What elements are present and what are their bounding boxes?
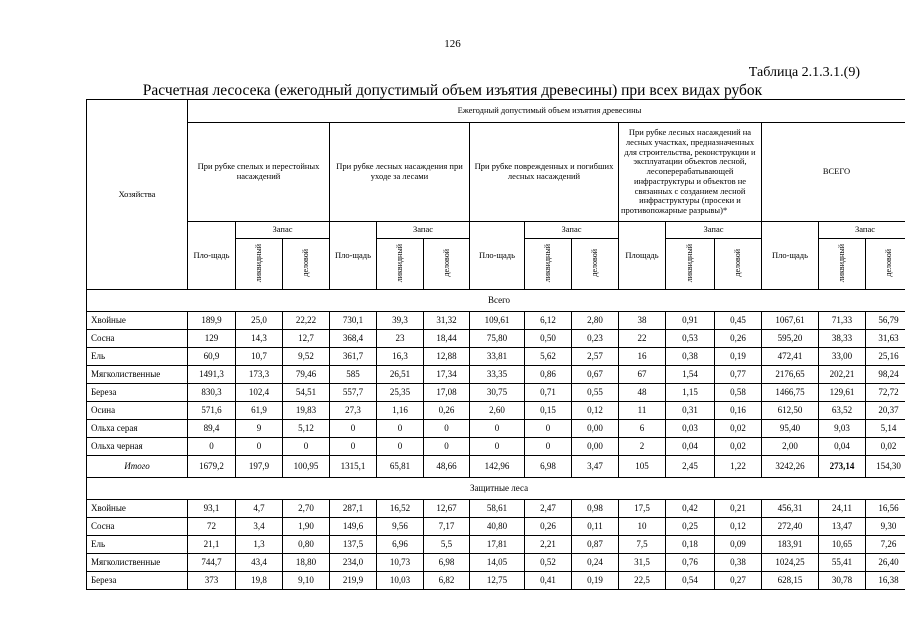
row-value: 730,1 — [330, 312, 377, 330]
row-value: 129,61 — [819, 384, 866, 402]
row-value: 23 — [377, 330, 424, 348]
row-value: 25,35 — [377, 384, 424, 402]
row-value: 0,27 — [715, 572, 762, 590]
row-value: 1,3 — [236, 536, 283, 554]
row-value: 0,21 — [715, 500, 762, 518]
row-value: 71,33 — [819, 312, 866, 330]
row-value: 0,02 — [715, 420, 762, 438]
row-value: 1466,75 — [762, 384, 819, 402]
header-group-mature: При рубке спелых и перестойных насаждений — [188, 123, 330, 222]
row-value: 0,04 — [819, 438, 866, 456]
row-value: 154,30 — [866, 456, 905, 478]
row-value: 0,25 — [666, 518, 715, 536]
header-liquid: ликвидный — [377, 239, 424, 290]
table-row — [87, 330, 905, 348]
row-value: 12,7 — [283, 330, 330, 348]
row-value: 3242,26 — [762, 456, 819, 478]
row-value: 33,81 — [470, 348, 525, 366]
row-value: 0,67 — [572, 366, 619, 384]
row-value: 0 — [525, 438, 572, 456]
row-value: 1,22 — [715, 456, 762, 478]
row-value: 0 — [424, 438, 470, 456]
row-value: 612,50 — [762, 402, 819, 420]
row-value: 10,7 — [236, 348, 283, 366]
row-value: 0 — [188, 438, 236, 456]
row-value: 14,3 — [236, 330, 283, 348]
row-name: Сосна — [87, 330, 188, 348]
row-value: 16,52 — [377, 500, 424, 518]
row-value: 0 — [470, 420, 525, 438]
row-value: 9,56 — [377, 518, 424, 536]
row-value: 43,4 — [236, 554, 283, 572]
row-value: 0,04 — [666, 438, 715, 456]
harvest-table — [86, 99, 905, 590]
table-row — [87, 500, 905, 518]
row-value: 20,37 — [866, 402, 905, 420]
row-value: 1024,25 — [762, 554, 819, 572]
row-value: 10,65 — [819, 536, 866, 554]
row-value: 2 — [619, 438, 666, 456]
row-value: 27,3 — [330, 402, 377, 420]
header-stock: Запас — [819, 222, 905, 239]
row-value: 472,41 — [762, 348, 819, 366]
header-group-total: ВСЕГО — [762, 123, 905, 222]
row-value: 98,24 — [866, 366, 905, 384]
header-liquid: ликвидный — [236, 239, 283, 290]
row-value: 72,72 — [866, 384, 905, 402]
row-value: 0 — [283, 438, 330, 456]
header-liquid: ликвидный — [666, 239, 715, 290]
row-value: 0,38 — [715, 554, 762, 572]
header-farms: Хозяйства — [87, 100, 188, 290]
header-business: деловой — [866, 239, 905, 290]
row-value: 628,15 — [762, 572, 819, 590]
row-value: 19,83 — [283, 402, 330, 420]
row-value: 2,21 — [525, 536, 572, 554]
row-value: 9,52 — [283, 348, 330, 366]
row-name: Ольха черная — [87, 438, 188, 456]
header-stock: Запас — [666, 222, 762, 239]
row-name: Береза — [87, 572, 188, 590]
row-value: 0,31 — [666, 402, 715, 420]
row-value: 557,7 — [330, 384, 377, 402]
row-value: 95,40 — [762, 420, 819, 438]
row-value: 0,91 — [666, 312, 715, 330]
row-name: Ель — [87, 536, 188, 554]
row-value: 6,82 — [424, 572, 470, 590]
row-value: 9,10 — [283, 572, 330, 590]
row-name: Итого — [87, 456, 188, 478]
row-value: 7,26 — [866, 536, 905, 554]
row-name: Мягколиственные — [87, 554, 188, 572]
row-value: 5,12 — [283, 420, 330, 438]
row-value: 0,26 — [424, 402, 470, 420]
row-value: 17,34 — [424, 366, 470, 384]
table-row — [87, 402, 905, 420]
row-name: Хвойные — [87, 312, 188, 330]
row-value: 105 — [619, 456, 666, 478]
row-value: 22,5 — [619, 572, 666, 590]
header-stock: Запас — [525, 222, 619, 239]
row-value: 33,35 — [470, 366, 525, 384]
row-value: 183,91 — [762, 536, 819, 554]
row-value: 0,86 — [525, 366, 572, 384]
table-row — [87, 366, 905, 384]
row-value: 373 — [188, 572, 236, 590]
row-value: 595,20 — [762, 330, 819, 348]
row-value: 0,19 — [715, 348, 762, 366]
page-number: 126 — [444, 38, 461, 50]
row-value: 0,55 — [572, 384, 619, 402]
row-value: 2,00 — [762, 438, 819, 456]
row-value: 48,66 — [424, 456, 470, 478]
row-value: 202,21 — [819, 366, 866, 384]
row-value: 5,5 — [424, 536, 470, 554]
row-value: 10,73 — [377, 554, 424, 572]
row-value: 56,79 — [866, 312, 905, 330]
row-value: 12,75 — [470, 572, 525, 590]
row-name: Хвойные — [87, 500, 188, 518]
row-value: 0,18 — [666, 536, 715, 554]
row-value: 456,31 — [762, 500, 819, 518]
row-value: 1067,61 — [762, 312, 819, 330]
row-value: 7,5 — [619, 536, 666, 554]
row-value: 189,9 — [188, 312, 236, 330]
row-value: 65,81 — [377, 456, 424, 478]
row-value: 197,9 — [236, 456, 283, 478]
table-title: Расчетная лесосека (ежегодный допустимый объем изъятия древесины) при всех видах рубок — [142, 82, 763, 99]
row-value: 1679,2 — [188, 456, 236, 478]
row-value: 0,87 — [572, 536, 619, 554]
row-value: 1,90 — [283, 518, 330, 536]
table-row — [87, 438, 905, 456]
row-value: 12,88 — [424, 348, 470, 366]
row-value: 0,50 — [525, 330, 572, 348]
row-value: 0,52 — [525, 554, 572, 572]
row-value: 72 — [188, 518, 236, 536]
row-value: 0,45 — [715, 312, 762, 330]
row-value: 2,57 — [572, 348, 619, 366]
header-liquid: ликвидный — [819, 239, 866, 290]
row-value: 0,09 — [715, 536, 762, 554]
row-value: 142,96 — [470, 456, 525, 478]
row-value: 6,12 — [525, 312, 572, 330]
row-value: 6,98 — [525, 456, 572, 478]
row-value: 18,80 — [283, 554, 330, 572]
row-value: 0,00 — [572, 438, 619, 456]
row-value: 100,95 — [283, 456, 330, 478]
row-value: 89,4 — [188, 420, 236, 438]
row-value: 6,98 — [424, 554, 470, 572]
header-group-construction: При рубке лесных насаждений на лесных участках, предназначенных для строительства, реконструкции и эксплуатации объектов лесной, лесоперерабатывающей инфраструктуры и объектов не связанных с созданием лесной инфраструктуры (просеки и противопожарные разрывы)* — [619, 123, 762, 222]
row-value: 75,80 — [470, 330, 525, 348]
row-value: 0,19 — [572, 572, 619, 590]
row-value: 54,51 — [283, 384, 330, 402]
row-value: 129 — [188, 330, 236, 348]
row-value: 2,80 — [572, 312, 619, 330]
row-value: 9,03 — [819, 420, 866, 438]
table-row — [87, 554, 905, 572]
row-value: 137,5 — [330, 536, 377, 554]
row-value: 10 — [619, 518, 666, 536]
header-stock: Запас — [236, 222, 330, 239]
row-value: 30,75 — [470, 384, 525, 402]
row-value: 14,05 — [470, 554, 525, 572]
row-value: 10,03 — [377, 572, 424, 590]
row-value: 219,9 — [330, 572, 377, 590]
row-name: Мягколиственные — [87, 366, 188, 384]
row-name: Береза — [87, 384, 188, 402]
row-value: 55,41 — [819, 554, 866, 572]
header-area: Пло-щадь — [330, 222, 377, 290]
row-value: 109,61 — [470, 312, 525, 330]
row-value: 17,5 — [619, 500, 666, 518]
row-value: 31,32 — [424, 312, 470, 330]
row-name: Ольха серая — [87, 420, 188, 438]
row-value: 13,47 — [819, 518, 866, 536]
row-value: 7,17 — [424, 518, 470, 536]
row-value: 0,16 — [715, 402, 762, 420]
row-value: 0,54 — [666, 572, 715, 590]
row-value: 26,51 — [377, 366, 424, 384]
header-group-damaged: При рубке поврежденных и погибших лесных насаждений — [470, 123, 619, 222]
row-value: 585 — [330, 366, 377, 384]
row-value: 0,98 — [572, 500, 619, 518]
row-value: 2176,65 — [762, 366, 819, 384]
row-value: 9 — [236, 420, 283, 438]
row-value: 30,78 — [819, 572, 866, 590]
row-value: 0 — [470, 438, 525, 456]
row-value: 25,16 — [866, 348, 905, 366]
row-value: 272,40 — [762, 518, 819, 536]
row-value: 1315,1 — [330, 456, 377, 478]
row-value: 0,53 — [666, 330, 715, 348]
row-value: 0 — [377, 420, 424, 438]
header-area: Площадь — [619, 222, 666, 290]
row-value: 26,40 — [866, 554, 905, 572]
row-value: 0,12 — [572, 402, 619, 420]
row-value: 61,9 — [236, 402, 283, 420]
header-area: Пло-щадь — [188, 222, 236, 290]
row-value: 0,76 — [666, 554, 715, 572]
row-value: 0,02 — [715, 438, 762, 456]
row-value: 12,67 — [424, 500, 470, 518]
row-value: 102,4 — [236, 384, 283, 402]
section-title: Защитные леса — [87, 478, 905, 500]
header-business: деловой — [572, 239, 619, 290]
row-value: 830,3 — [188, 384, 236, 402]
row-value: 21,1 — [188, 536, 236, 554]
header-area: Пло-щадь — [470, 222, 525, 290]
header-business: деловой — [715, 239, 762, 290]
row-value: 38,33 — [819, 330, 866, 348]
row-value: 0,15 — [525, 402, 572, 420]
row-value: 361,7 — [330, 348, 377, 366]
row-value: 4,7 — [236, 500, 283, 518]
row-value: 0,24 — [572, 554, 619, 572]
row-value: 0 — [330, 420, 377, 438]
row-value: 93,1 — [188, 500, 236, 518]
row-value: 273,14 — [819, 456, 866, 478]
row-value: 1,15 — [666, 384, 715, 402]
row-value: 17,08 — [424, 384, 470, 402]
row-value: 16,38 — [866, 572, 905, 590]
row-value: 9,30 — [866, 518, 905, 536]
row-name: Ель — [87, 348, 188, 366]
row-value: 31,5 — [619, 554, 666, 572]
row-value: 0,03 — [666, 420, 715, 438]
row-value: 0,26 — [715, 330, 762, 348]
row-value: 2,47 — [525, 500, 572, 518]
row-value: 16,3 — [377, 348, 424, 366]
row-value: 0,38 — [666, 348, 715, 366]
header-liquid: ликвидный — [525, 239, 572, 290]
row-value: 0,71 — [525, 384, 572, 402]
row-value: 60,9 — [188, 348, 236, 366]
header-stock: Запас — [377, 222, 470, 239]
row-value: 149,6 — [330, 518, 377, 536]
table-row — [87, 384, 905, 402]
row-value: 0,23 — [572, 330, 619, 348]
row-value: 0,77 — [715, 366, 762, 384]
row-value: 63,52 — [819, 402, 866, 420]
row-value: 173,3 — [236, 366, 283, 384]
row-value: 2,60 — [470, 402, 525, 420]
row-value: 39,3 — [377, 312, 424, 330]
row-value: 5,62 — [525, 348, 572, 366]
row-value: 0 — [236, 438, 283, 456]
row-value: 0,12 — [715, 518, 762, 536]
row-value: 571,6 — [188, 402, 236, 420]
row-value: 0 — [377, 438, 424, 456]
row-value: 0,11 — [572, 518, 619, 536]
row-value: 18,44 — [424, 330, 470, 348]
row-value: 1,16 — [377, 402, 424, 420]
table-row — [87, 312, 905, 330]
row-value: 24,11 — [819, 500, 866, 518]
row-value: 0,00 — [572, 420, 619, 438]
row-value: 2,45 — [666, 456, 715, 478]
row-value: 5,14 — [866, 420, 905, 438]
row-value: 16,56 — [866, 500, 905, 518]
row-value: 79,46 — [283, 366, 330, 384]
row-value: 368,4 — [330, 330, 377, 348]
table-id: Таблица 2.1.3.1.(9) — [748, 65, 860, 80]
row-value: 1,54 — [666, 366, 715, 384]
row-value: 0,41 — [525, 572, 572, 590]
row-value: 22,22 — [283, 312, 330, 330]
row-value: 0 — [525, 420, 572, 438]
total-row — [87, 456, 905, 478]
row-value: 6,96 — [377, 536, 424, 554]
row-value: 67 — [619, 366, 666, 384]
row-value: 0,58 — [715, 384, 762, 402]
row-value: 33,00 — [819, 348, 866, 366]
row-value: 744,7 — [188, 554, 236, 572]
row-value: 16 — [619, 348, 666, 366]
table-row — [87, 348, 905, 366]
row-name: Осина — [87, 402, 188, 420]
row-value: 6 — [619, 420, 666, 438]
header-area: Пло-щадь — [762, 222, 819, 290]
row-value: 1491,3 — [188, 366, 236, 384]
row-name: Сосна — [87, 518, 188, 536]
row-value: 48 — [619, 384, 666, 402]
section-row — [87, 290, 905, 312]
table-row — [87, 572, 905, 590]
table-row — [87, 518, 905, 536]
row-value: 3,4 — [236, 518, 283, 536]
header-annual-volume: Ежегодный допустимый объем изъятия древесины — [188, 100, 905, 123]
row-value: 58,61 — [470, 500, 525, 518]
row-value: 38 — [619, 312, 666, 330]
row-value: 3,47 — [572, 456, 619, 478]
section-row — [87, 478, 905, 500]
row-value: 0 — [424, 420, 470, 438]
row-value: 0,02 — [866, 438, 905, 456]
row-value: 0,42 — [666, 500, 715, 518]
header-business: деловой — [424, 239, 470, 290]
header-group-care: При рубке лесных насаждения при уходе за лесами — [330, 123, 470, 222]
header-business: деловой — [283, 239, 330, 290]
row-value: 19,8 — [236, 572, 283, 590]
row-value: 287,1 — [330, 500, 377, 518]
row-value: 17,81 — [470, 536, 525, 554]
row-value: 0,80 — [283, 536, 330, 554]
row-value: 0,26 — [525, 518, 572, 536]
row-value: 0 — [330, 438, 377, 456]
row-value: 31,63 — [866, 330, 905, 348]
row-value: 11 — [619, 402, 666, 420]
section-title: Всего — [87, 290, 905, 312]
row-value: 25,0 — [236, 312, 283, 330]
table-row — [87, 420, 905, 438]
table-row — [87, 536, 905, 554]
row-value: 40,80 — [470, 518, 525, 536]
row-value: 234,0 — [330, 554, 377, 572]
row-value: 2,70 — [283, 500, 330, 518]
row-value: 22 — [619, 330, 666, 348]
